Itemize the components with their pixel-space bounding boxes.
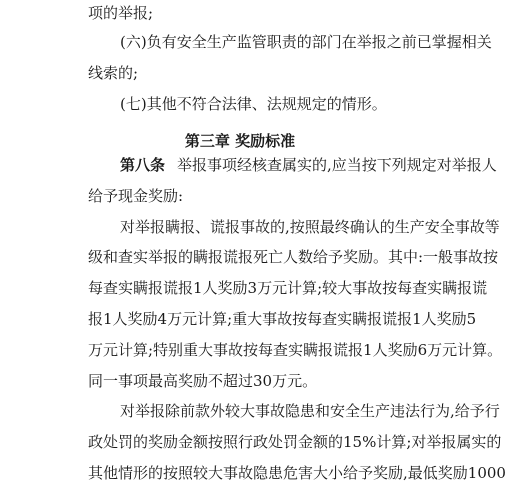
- text-line: 对举报除前款外较大事故隐患和安全生产违法行为,给予行: [120, 402, 500, 420]
- text-line: 政处罚的奖励金额按照行政处罚金额的15%计算;对举报属实的: [88, 433, 502, 451]
- text-line: 万元计算;特别重大事故按每查实瞒报谎报1人奖励6万元计算。: [88, 341, 503, 359]
- text-line: 其他情形的按照较大事故隐患危害大小给予奖励,最低奖励1000: [88, 464, 506, 482]
- text-line: 每查实瞒报谎报1人奖励3万元计算;较大事故按每查实瞒报谎: [88, 279, 488, 297]
- article-line: [120, 155, 497, 175]
- text-line: (六)负有安全生产监管职责的部门在举报之前已掌握相关: [120, 33, 492, 51]
- text-line: 同一事项最高奖励不超过30万元。: [88, 372, 318, 390]
- text-line: 给予现金奖励:: [88, 187, 184, 205]
- text-line: (七)其他不符合法律、法规规定的情形。: [120, 95, 387, 113]
- text-line: 级和查实举报的瞒报谎报死亡人数给予奖励。其中:一般事故按: [88, 248, 499, 266]
- chapter-heading: 第三章 奖励标准: [184, 132, 296, 150]
- text-line: 项的举报;: [88, 4, 154, 22]
- text-line: 报1人奖励4万元计算;重大事故按每查实瞒报谎报1人奖励5: [88, 310, 477, 328]
- text-line: 线索的;: [88, 64, 139, 82]
- text-line: 举报事项经核查属实的,应当按下列规定对举报人: [177, 156, 497, 174]
- article-label: 第八条: [120, 156, 166, 174]
- text-line: 对举报瞒报、谎报事故的,按照最终确认的生产安全事故等: [120, 218, 500, 236]
